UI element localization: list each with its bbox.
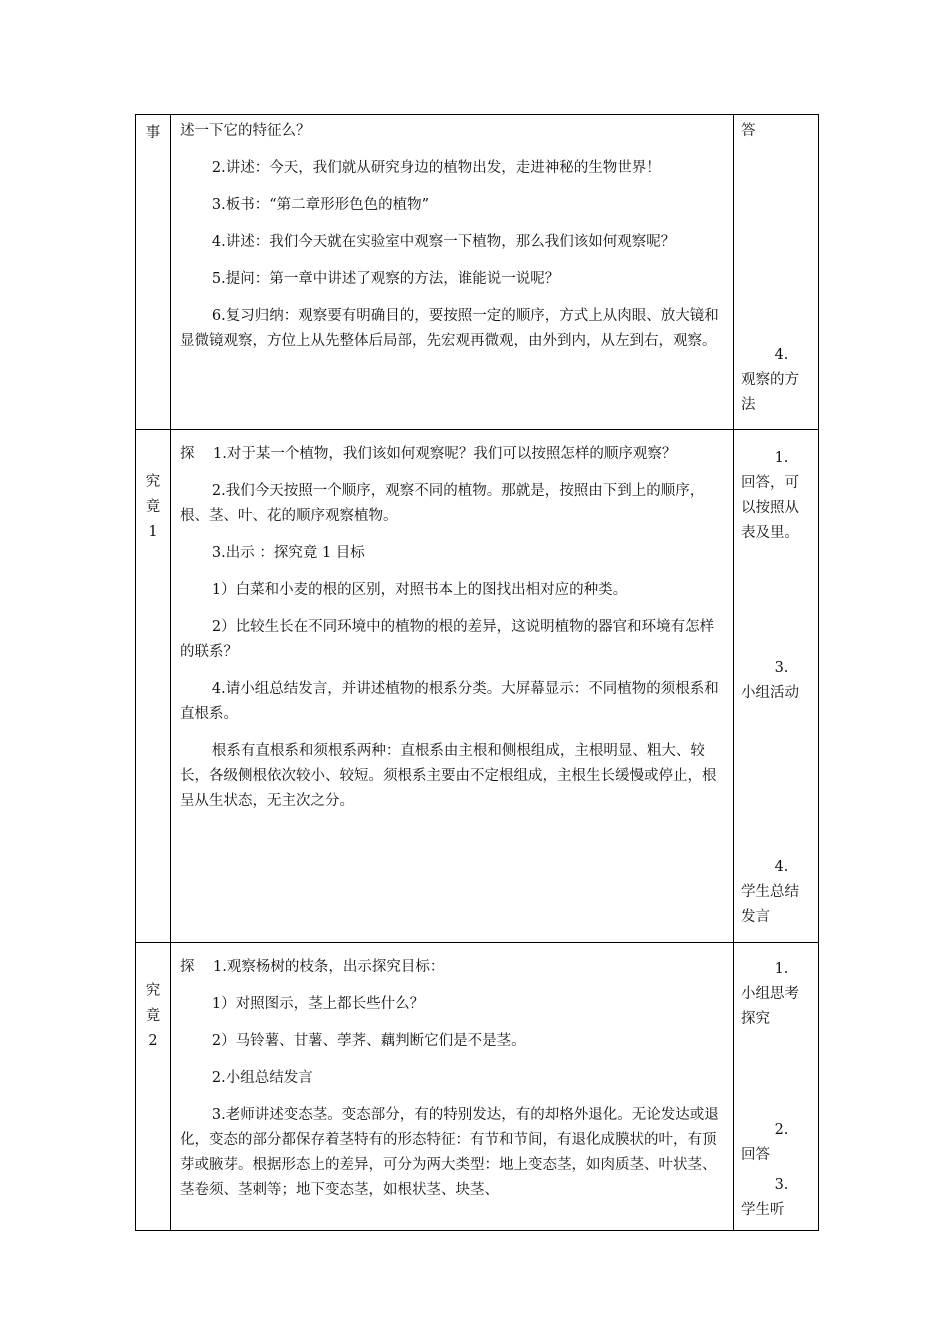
content-cell [171, 115, 734, 430]
student-note-text: 回答，可以按照从表及里。 [741, 475, 799, 541]
student-note [741, 119, 812, 144]
student-note-number: 3. [774, 660, 789, 676]
student-note [741, 446, 812, 546]
content-text: 1.对于某一个植物，我们该如何观察呢？我们可以按照怎样的顺序观察？ [213, 446, 677, 462]
content-paragraph: 1）白菜和小麦的根的区别，对照书本上的图找出相对应的种类。 [211, 582, 628, 598]
content-paragraph: 4.请小组总结发言，并讲述植物的根系分类。大屏幕显示：不同植物的须根系和直根系。 [180, 681, 719, 722]
student-note-number: 4. [774, 859, 789, 875]
student-note-text: 答 [741, 123, 756, 139]
content-paragraph: 4.讲述：我们今天就在实验室中观察一下植物，那么我们该如何观察呢？ [211, 234, 676, 250]
student-note-text: 小组活动 [741, 685, 799, 701]
section-lead: 探 [180, 446, 195, 462]
content-paragraph: 1）对照图示，茎上都长些什么？ [211, 996, 425, 1012]
row-label-char: 1 [148, 524, 158, 540]
row-label-char: 究 [145, 983, 161, 999]
lesson-plan-table [135, 114, 819, 1231]
student-note-text: 学生总结发言 [741, 884, 799, 925]
student-note-number: 1. [774, 450, 789, 466]
student-note-number: 2. [774, 1122, 789, 1138]
content-paragraph: 3.出示 ：探究竟 1 目标 [211, 545, 365, 561]
content-paragraph: 5.提问：第一章中讲述了观察的方法，谁能说一说呢？ [211, 271, 560, 287]
content-paragraph: 2.我们今天按照一个顺序，观察不同的植物。那就是，按照由下到上的顺序，根、茎、叶、花的顺序观察植物。 [180, 483, 705, 524]
content-paragraph: 3.老师讲述变态茎。变态部分，有的特别发达，有的却格外退化。无论发达或退化，变态的部分都保存着茎特有的形态特征：有节和节间，有退化成膜状的叶，有顶芽或腋芽。根据形态上的差异，可分为两大类型：地上变态茎，如肉质茎、叶状茎、茎卷须、茎刺等；地下变态茎，如根状茎、块茎、 [180, 1107, 719, 1198]
table-row [136, 943, 819, 1231]
student-note [741, 1118, 812, 1168]
student-activity-cell [734, 943, 819, 1231]
content-paragraph: 2）比较生长在不同环境中的植物的根的差异，这说明植物的器官和环境有怎样的联系？ [180, 619, 715, 660]
row-label-char: 2 [148, 1033, 158, 1049]
student-note [741, 957, 812, 1032]
student-note-number: 3. [774, 1177, 789, 1193]
student-note-text: 学生听 [741, 1202, 785, 1218]
content-paragraph [180, 955, 725, 980]
student-note-number: 4. [774, 347, 789, 363]
content-paragraph: 2.小组总结发言 [211, 1070, 313, 1086]
student-activity-cell [734, 430, 819, 943]
row-label-cell [136, 430, 171, 943]
row-label-cell [136, 943, 171, 1231]
student-note [741, 343, 812, 418]
student-note [741, 855, 812, 930]
row-label-char: 竟 [145, 499, 161, 515]
student-note-text: 回答 [741, 1147, 770, 1163]
content-paragraph: 2.讲述：今天，我们就从研究身边的植物出发，走进神秘的生物世界！ [211, 160, 661, 176]
student-note [741, 656, 812, 706]
content-cell [171, 943, 734, 1231]
content-cell [171, 430, 734, 943]
content-paragraph: 述一下它的特征么？ [180, 123, 311, 139]
student-note-number: 1. [774, 961, 789, 977]
row-label-char: 事 [145, 125, 161, 141]
student-activity-cell [734, 115, 819, 430]
content-paragraph: 3.板书：“第二章形形色色的植物” [211, 197, 430, 213]
content-paragraph: 2）马铃薯、甘薯、荸荠、藕判断它们是不是茎。 [211, 1033, 526, 1049]
section-lead: 探 [180, 959, 195, 975]
student-note-text: 观察的方法 [741, 372, 799, 413]
content-paragraph: 6.复习归纳：观察要有明确目的，要按照一定的顺序，方式上从肉眼、放大镜和显微镜观察，方位上从先整体后局部，先宏观再微观，由外到内，从左到右，观察。 [180, 308, 719, 349]
content-paragraph [180, 442, 725, 467]
student-note [741, 1173, 812, 1223]
row-label-char: 竟 [145, 1008, 161, 1024]
table-row [136, 115, 819, 430]
row-label-char: 究 [145, 474, 161, 490]
table-row [136, 430, 819, 943]
row-label-cell [136, 115, 171, 430]
student-note-text: 小组思考探究 [741, 986, 799, 1027]
content-paragraph: 根系有直根系和须根系两种：直根系由主根和侧根组成，主根明显、粗大、较长，各级侧根依次较小、较短。须根系主要由不定根组成，主根生长缓慢或停止，根呈从生状态，无主次之分。 [180, 743, 717, 809]
content-text: 1.观察杨树的枝条，出示探究目标： [213, 959, 445, 975]
